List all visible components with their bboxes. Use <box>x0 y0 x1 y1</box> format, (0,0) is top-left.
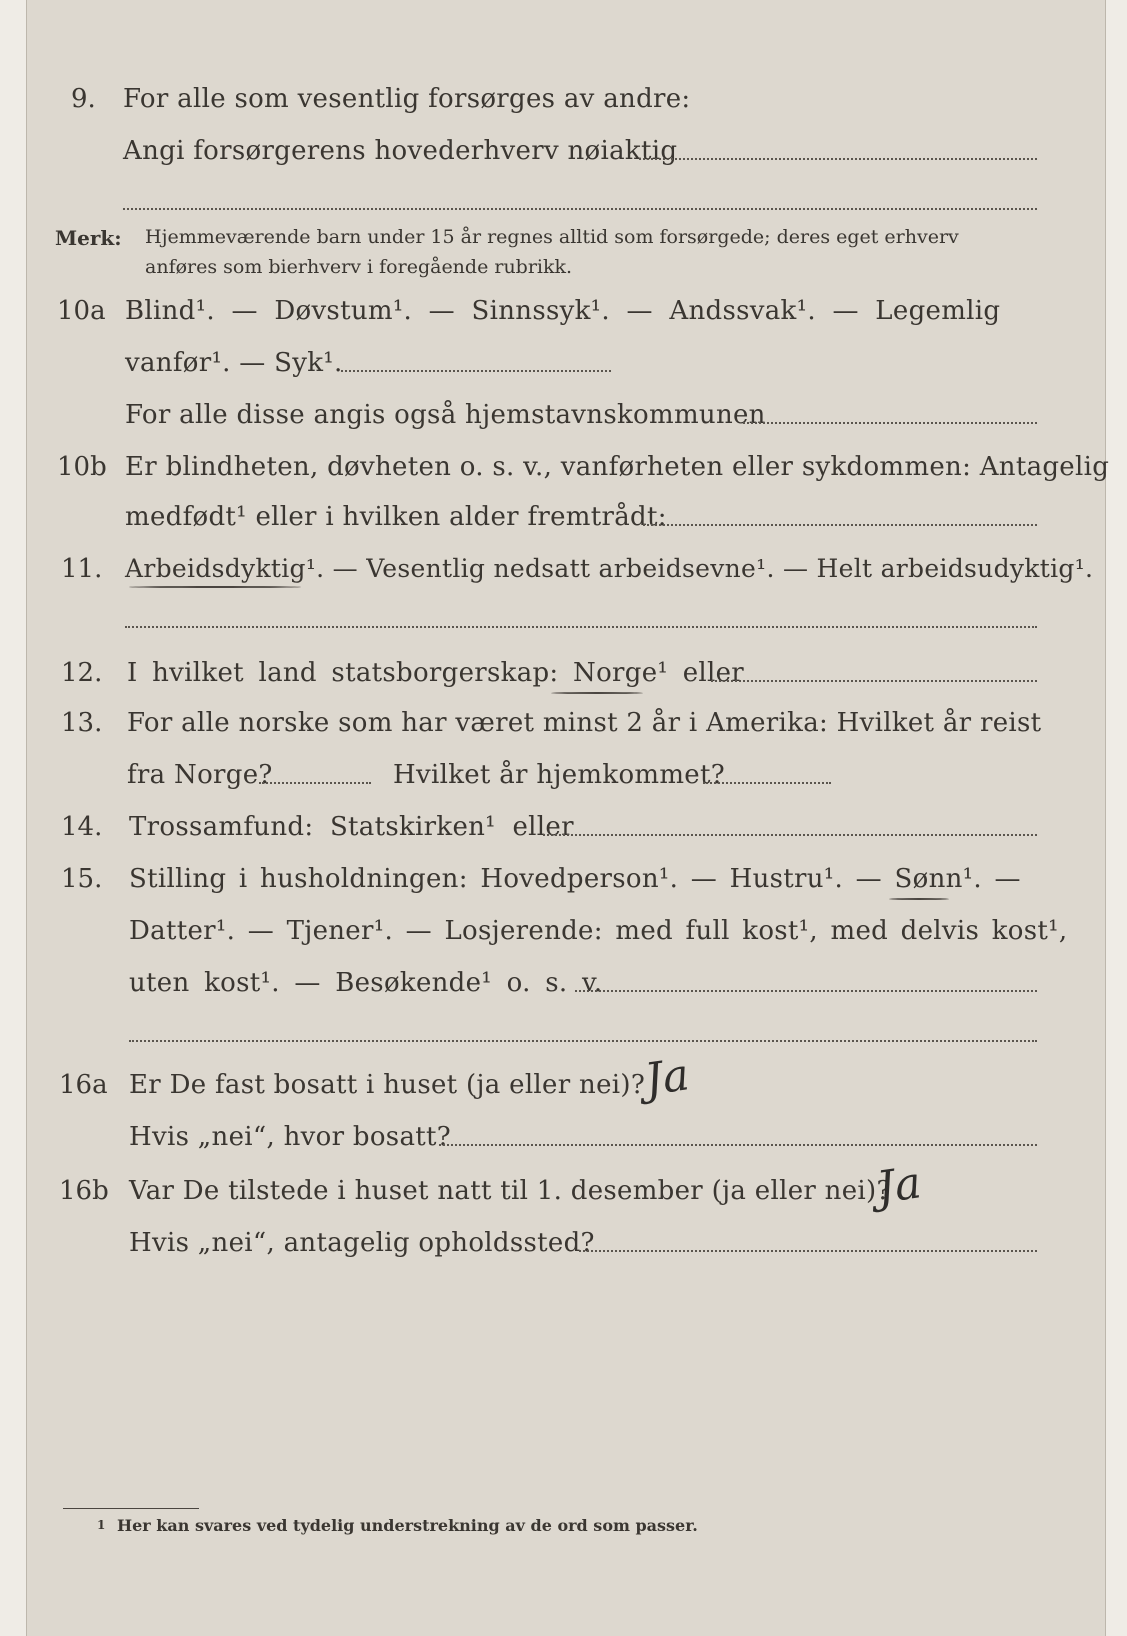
answer-line-15b[interactable] <box>129 1040 1037 1042</box>
form-page <box>26 0 1110 1636</box>
q13-line1: For alle norske som har været minst 2 år i Amerika: Hvilket år reist <box>127 708 1042 738</box>
q11-line1: Arbeidsdyktig¹. — Vesentlig nedsatt arbeidsevne¹. — Helt arbeidsudyktig¹. <box>125 554 1094 583</box>
item-number-10b: 10b <box>57 452 107 482</box>
q16a-line1: Er De fast bosatt i huset (ja eller nei)? <box>129 1070 646 1100</box>
q16b-line1: Var De tilstede i huset natt til 1. desember (ja eller nei)? <box>129 1176 891 1206</box>
answer-line-10b[interactable] <box>643 524 1037 526</box>
item-number-16b: 16b <box>59 1176 109 1206</box>
answer-line-10a-kommune[interactable] <box>743 422 1037 424</box>
answer-line-15a[interactable] <box>575 990 1037 992</box>
answer-line-10a[interactable] <box>341 370 611 372</box>
q12-line1: I hvilket land statsborgerskap: Norge¹ eller <box>127 658 745 688</box>
handwritten-answer-16b: Ja <box>873 1157 925 1214</box>
q15-line2: Datter¹. — Tjener¹. — Losjerende: med full kost¹, med delvis kost¹, <box>129 916 1068 946</box>
answer-line-14[interactable] <box>543 834 1037 836</box>
item-number-10a: 10a <box>57 296 106 326</box>
merk-line1: Hjemmeværende barn under 15 år regnes alltid som forsørgede; deres eget erhverv <box>145 226 959 248</box>
q10a-line2: vanfør¹. — Syk¹. <box>125 348 343 378</box>
q13-line2a: fra Norge? <box>127 760 273 790</box>
item-number-15: 15. <box>61 864 103 894</box>
underline-arbeidsdyktig <box>129 586 301 588</box>
footnote-rule <box>63 1508 199 1509</box>
answer-line-9a[interactable] <box>639 158 1037 160</box>
q16b-line2: Hvis „nei“, antagelig opholdssted? <box>129 1228 595 1258</box>
q16a-line2: Hvis „nei“, hvor bosatt? <box>129 1122 451 1152</box>
answer-line-13-reist[interactable] <box>259 782 371 784</box>
merk-label: Merk: <box>55 226 122 250</box>
footnote-mark: 1 <box>97 1518 106 1532</box>
q10b-line1: Er blindheten, døvheten o. s. v., vanførheten eller sykdommen: Antagelig <box>125 452 1110 482</box>
q15-line1: Stilling i husholdningen: Hovedperson¹. — Hustru¹. — Sønn¹. — <box>129 864 1021 894</box>
item-number-14: 14. <box>61 812 103 842</box>
item-number-13: 13. <box>61 708 103 738</box>
q10b-line2: medfødt¹ eller i hvilken alder fremtrådt: <box>125 502 667 532</box>
q14-line1: Trossamfund: Statskirken¹ eller <box>129 812 574 842</box>
answer-line-12[interactable] <box>711 680 1037 682</box>
q15-line3: uten kost¹. — Besøkende¹ o. s. v. <box>129 968 603 998</box>
merk-line2: anføres som bierhverv i foregående rubrikk. <box>145 256 573 278</box>
footnote-text: Her kan svares ved tydelig understrekning av de ord som passer. <box>117 1516 698 1535</box>
q9-line1: For alle som vesentlig forsørges av andre: <box>123 84 691 114</box>
handwritten-answer-16a: Ja <box>641 1049 693 1106</box>
underline-norge <box>551 692 643 694</box>
q13-line2b: Hvilket år hjemkommet? <box>393 760 725 790</box>
answer-line-16b[interactable] <box>579 1250 1037 1252</box>
answer-line-16a[interactable] <box>439 1144 1037 1146</box>
answer-line-13-hjemkommet[interactable] <box>703 782 831 784</box>
item-number-12: 12. <box>61 658 103 688</box>
item-number-16a: 16a <box>59 1070 108 1100</box>
answer-line-11[interactable] <box>125 626 1037 628</box>
q9-line2: Angi forsørgerens hovederhverv nøiaktig <box>123 136 678 166</box>
item-number-9: 9. <box>71 84 96 114</box>
underline-sonn <box>889 898 949 900</box>
q10a-line1: Blind¹. — Døvstum¹. — Sinnssyk¹. — Andssvak¹. — Legemlig <box>125 296 1001 326</box>
item-number-11: 11. <box>61 554 103 584</box>
answer-line-9b[interactable] <box>123 208 1037 210</box>
q10a-line3: For alle disse angis også hjemstavnskommunen <box>125 400 766 430</box>
